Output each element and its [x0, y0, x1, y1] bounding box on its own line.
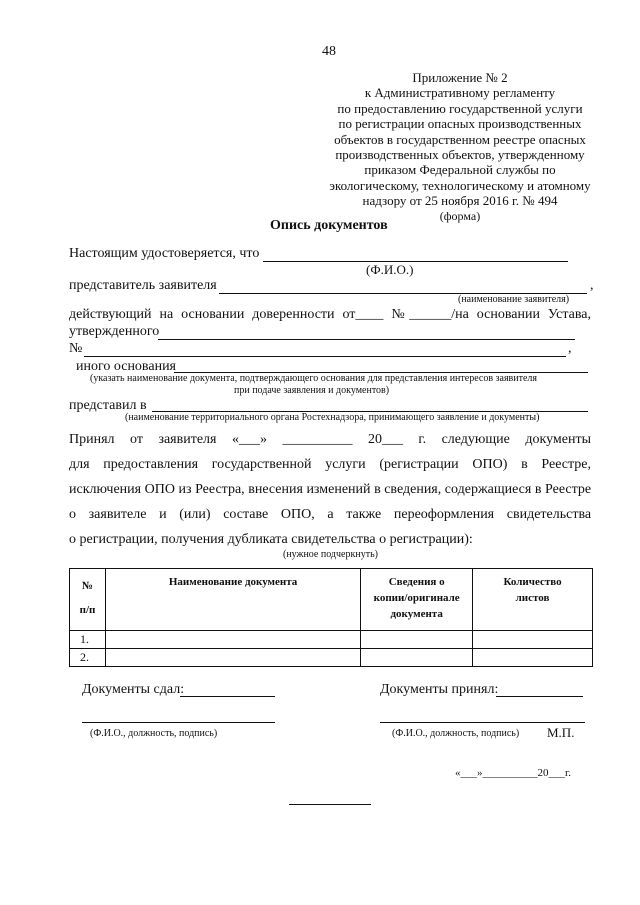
doc-name-cell[interactable] [105, 649, 360, 667]
body-line-5: о регистрации, получения дубликата свидетельства о регистрации): [69, 532, 473, 547]
underline-hint: (нужное подчеркнуть) [283, 549, 378, 560]
certify-label: Настоящим удостоверяется, что [69, 246, 260, 261]
applicant-hint: (наименование заявителя) [458, 294, 570, 305]
received-fill-line[interactable] [496, 696, 583, 697]
appendix-block [320, 70, 600, 224]
number-label: № [69, 341, 83, 356]
row-number: 2. [70, 649, 106, 667]
appendix-line: объектов в государственном реестре опасных [334, 131, 586, 147]
doc-count-cell[interactable] [473, 649, 593, 667]
word: переоформления [393, 507, 495, 522]
approved-label: утвержденного [69, 324, 160, 339]
word: о [69, 507, 76, 522]
word: а [327, 507, 334, 522]
presented-hint: (наименование территориального органа Ростехнадзора, принимающего заявление и документы) [125, 412, 540, 423]
handed-fill-line[interactable] [180, 696, 275, 697]
word: 20___ [367, 432, 403, 447]
table-row [70, 649, 593, 667]
document-title: Опись документов [270, 218, 388, 233]
word: изменений [306, 482, 371, 497]
table-header-row [70, 569, 593, 631]
documents-table [69, 568, 593, 667]
word: от [130, 432, 143, 447]
appendix-line: Приложение № 2 [412, 70, 508, 85]
word: ОПО [144, 482, 175, 497]
received-label: Документы принял: [380, 682, 499, 697]
number-comma: , [568, 341, 572, 356]
body-line-1 [69, 432, 591, 448]
appendix-line: надзору от 25 ноября 2016 г. № 494 [362, 193, 558, 209]
other-basis-label: иного основания [76, 359, 176, 374]
body-line-4 [69, 507, 591, 523]
page-number: 48 [322, 44, 336, 59]
word: свидетельства [506, 507, 592, 522]
word: (или) [179, 507, 211, 522]
seal-label: М.П. [547, 725, 575, 740]
word: услуги [325, 457, 366, 472]
word: сведения, [384, 482, 442, 497]
signature-hint-right: (Ф.И.О., должность, подпись) [392, 728, 520, 739]
word: в [374, 482, 381, 497]
fio-fill-line[interactable] [263, 261, 568, 262]
body-line-2 [69, 457, 591, 473]
row-number: 1. [70, 631, 106, 649]
form-label: (форма) [439, 208, 481, 223]
handed-signature-line[interactable] [82, 722, 275, 723]
appendix-line: к Административному регламенту [364, 85, 556, 101]
header-count: Количество листов [473, 569, 593, 631]
word: г. [418, 432, 427, 447]
appendix-line: приказом Федеральной службы по [364, 162, 556, 178]
word: заявителя [158, 432, 217, 447]
word: __________ [282, 432, 353, 447]
word: следующие [441, 432, 510, 447]
representative-comma: , [590, 278, 594, 293]
word: содержащиеся [444, 482, 532, 497]
power-of-attorney-text: действующий на основании доверенности от____ №______/на основании Устава, [69, 307, 591, 322]
word: для [69, 457, 90, 472]
other-basis-hint-2: при подаче заявления и документов) [234, 385, 390, 396]
word: Реестре, [541, 457, 592, 472]
word: государственной [211, 457, 312, 472]
word: Реестре [545, 482, 592, 497]
word: ОПО, [280, 507, 315, 522]
word: составе [223, 507, 269, 522]
header-info: Сведения о копии/оригинале документа [361, 569, 473, 631]
appendix-line: экологическому, технологическому и атомному [329, 177, 591, 193]
word: также [346, 507, 382, 522]
word: предоставления [103, 457, 199, 472]
header-name: Наименование документа [105, 569, 360, 631]
number-fill-line[interactable] [84, 356, 566, 357]
word: документы [525, 432, 592, 447]
doc-name-cell[interactable] [105, 631, 360, 649]
table-row [70, 631, 593, 649]
word: внесения [248, 482, 303, 497]
word: ОПО) [472, 457, 508, 472]
received-signature-line[interactable] [380, 722, 585, 723]
body-line-3 [69, 482, 591, 498]
date-line: «___»__________20___г. [455, 767, 572, 779]
word: и [159, 507, 167, 522]
presented-label: представил в [69, 398, 147, 413]
other-basis-hint: (указать наименование документа, подтверждающего основания для представления интересов заявителя [90, 373, 538, 384]
signature-hint-left: (Ф.И.О., должность, подпись) [90, 728, 218, 739]
fio-hint: (Ф.И.О.) [366, 262, 414, 277]
footer-separator [289, 804, 371, 805]
word: «___» [231, 432, 267, 447]
word: (регистрации [379, 457, 459, 472]
word: исключения [69, 482, 142, 497]
approved-fill-line[interactable] [158, 339, 575, 340]
header-num: № п/п [70, 569, 106, 631]
word: в [521, 457, 528, 472]
doc-count-cell[interactable] [473, 631, 593, 649]
word: в [534, 482, 542, 497]
handed-label: Документы сдал: [82, 682, 185, 697]
appendix-line: по предоставлению государственной услуги [337, 100, 583, 116]
doc-info-cell[interactable] [361, 631, 473, 649]
word: заявителе [88, 507, 147, 522]
word: Реестра, [195, 482, 245, 497]
doc-info-cell[interactable] [361, 649, 473, 667]
word: Принял [69, 432, 115, 447]
representative-label: представитель заявителя [69, 278, 217, 293]
appendix-line: производственных объектов, утвержденному [335, 147, 585, 163]
appendix-line: по регистрации опасных производственных [338, 116, 582, 132]
word: из [178, 482, 192, 497]
